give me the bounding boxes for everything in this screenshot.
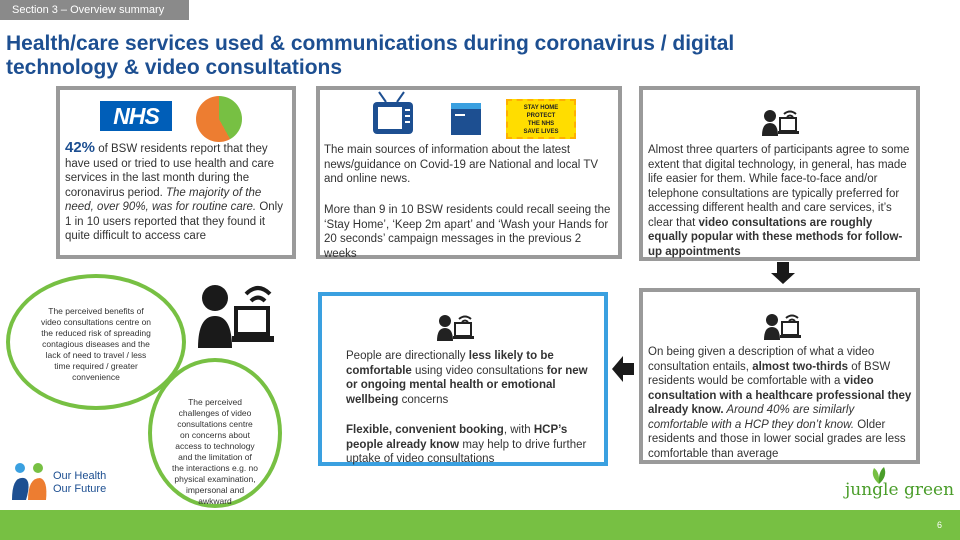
benefits-text: The perceived benefits of video consultations centre on the reduced risk of spreading contagious diseases and the lack of need to travel / less time required / greater convenience — [40, 306, 152, 382]
video-call-icon — [198, 280, 276, 348]
comfort-text: On being given a description of what a video consultation entails, almost two-thirds of BSW residents would be comfortable with a video consultation with a healthcare professional they already know. Around 40% are similarly comfortable with a HCP they don’t know. Older residents and those in lower social grades are less comfortable than average — [648, 346, 912, 460]
booking-text: Flexible, convenient booking, with HCP’s people already know may help to drive further uptake of video consultations — [346, 424, 587, 465]
title-line-1: Health/care services used & communications during coronavirus / digital — [6, 32, 735, 55]
left-arrow-icon — [612, 356, 634, 382]
laptop-news-icon — [450, 102, 482, 136]
campaign-recall-text: More than 9 in 10 BSW residents could recall seeing the ‘Stay Home’, ‘Keep 2m apart’ and ‘Wash your Hands for 20 seconds’ campaign messages in the previous 2 weeks — [324, 204, 611, 260]
digital-technology-text: Almost three quarters of participants agree to some extent that digital technology, in general, has made life easier for them. While face-to-face and/or telephone consultations are typically preferred for accessing different health and care services, it’s clear that video consultations are roughly equally popular with these methods for follow-up appointments — [648, 144, 910, 258]
tv-icon — [371, 90, 415, 136]
usage-stat: 42% — [65, 139, 96, 156]
page-number: 6 — [936, 520, 942, 530]
section-label: Section 3 – Overview summary — [0, 0, 189, 20]
video-call-icon — [764, 312, 802, 340]
our-health-our-future-logo-icon — [8, 460, 50, 502]
health-usage-text: 42% of BSW residents report that they have used or tried to use health and care services in the last month during the coronavirus period. The majority of the need, over 90%, was for routine care. Only 1 in 10 users reported that they found it quite difficult to access care — [65, 139, 283, 242]
stay-home-poster: STAY HOME PROTECT THE NHS SAVE LIVES — [506, 99, 576, 139]
nhs-logo: NHS — [100, 101, 172, 131]
usage-pie-chart — [196, 96, 242, 142]
footer-bar — [0, 510, 960, 540]
page-title — [6, 32, 906, 80]
down-arrow-icon — [771, 262, 795, 284]
info-sources-text: The main sources of information about the latest news/guidance on Covid-19 are National and local TV and online news. — [324, 144, 599, 185]
our-health-our-future-logo: Our Health Our Future — [53, 470, 107, 495]
challenges-text: The perceived challenges of video consultations centre on concerns about access to technology and the limitation of the interactions e.g. no physical examination, impersonal and awkward — [172, 397, 259, 506]
video-call-icon — [762, 108, 800, 136]
jungle-green-logo: jungle green — [845, 480, 955, 500]
title-line-2: technology & video consultations — [6, 56, 343, 79]
mental-health-text: People are directionally less likely to be comfortable using video consultations for new or ongoing mental health or emotional wellbeing concerns — [346, 350, 588, 406]
video-call-icon — [437, 313, 475, 341]
